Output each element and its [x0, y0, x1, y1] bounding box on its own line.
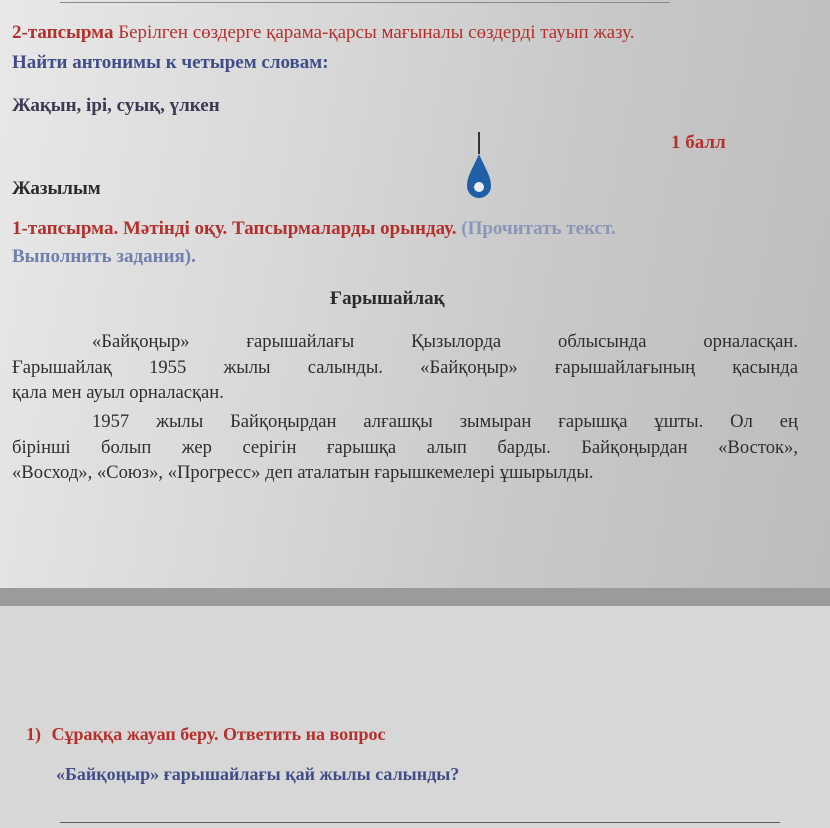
question-prompt: Сұраққа жауап беру. Ответить на вопрос — [51, 724, 386, 744]
task1-label: 1-тапсырма. Мәтінді оқу. Тапсырмаларды орындау. — [12, 218, 457, 239]
task1-heading — [12, 218, 616, 240]
task2-heading — [12, 22, 634, 44]
paragraph-1-line: «Байқоңыр» ғарышайлағы Қызылорда облысында орналасқан. — [92, 331, 798, 352]
drop-cursor-icon — [465, 152, 493, 202]
text-title: Ғарышайлақ — [330, 288, 445, 309]
paragraph-2-line: «Восход», «Союз», «Прогресс» деп аталатын ғарышкемелері ұшырылды. — [12, 462, 594, 483]
task2-label: 2-тапсырма — [12, 22, 114, 43]
task2-score: 1 балл — [671, 132, 726, 153]
task1-ru-part2: Выполнить задания). — [12, 246, 196, 267]
paragraph-1 — [12, 329, 798, 406]
task2-text-kz: Берілген сөздерге қарама-қарсы мағыналы сөздерді тауып жазу. — [118, 22, 635, 43]
task2-words: Жақын, ірі, суық, үлкен — [12, 95, 220, 116]
question-text: «Байқоңыр» ғарышайлағы қай жылы салынды? — [56, 764, 460, 784]
cursor-stem — [478, 132, 480, 154]
question-number: 1) — [26, 724, 41, 744]
paragraph-1-line: Ғарышайлақ 1955 жылы салынды. «Байқоңыр» ғарышайлағының қасында — [12, 356, 798, 378]
top-rule — [60, 2, 670, 3]
task2-text-ru: Найти антонимы к четырем словам: — [12, 52, 329, 73]
lower-page — [0, 606, 830, 828]
paragraph-1-line: қала мен ауыл орналасқан. — [12, 382, 224, 403]
task1-ru-part1: (Прочитать текст. — [461, 218, 616, 239]
section-title: Жазылым — [12, 178, 101, 199]
page-divider — [0, 588, 830, 606]
paragraph-2-line: бірінші болып жер серігін ғарышқа алып барды. Байқоңырдан «Восток», — [12, 436, 798, 458]
paragraph-2 — [12, 409, 798, 486]
paragraph-2-line: 1957 жылы Байқоңырдан алғашқы зымыран ғарышқа ұшты. Ол ең — [92, 411, 798, 432]
answer-line[interactable] — [60, 822, 780, 823]
question-heading — [26, 724, 385, 745]
